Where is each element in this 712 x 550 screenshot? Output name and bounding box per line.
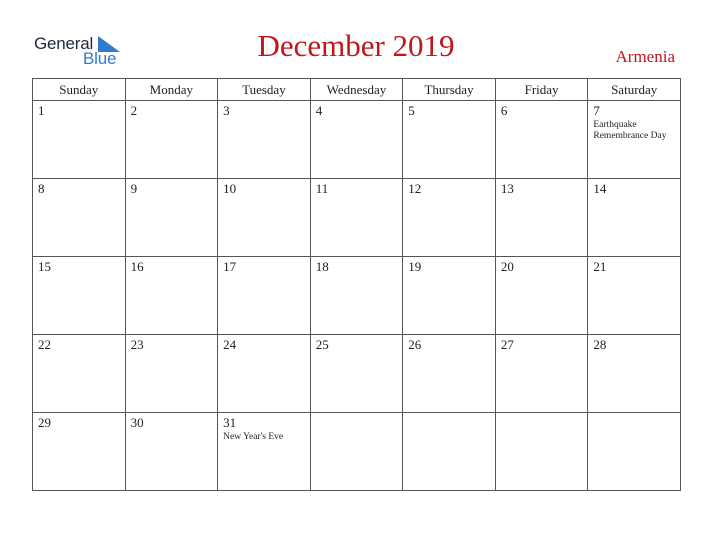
day-number: 24 <box>223 337 237 352</box>
day-number: 27 <box>500 337 514 352</box>
day-cell <box>403 179 496 257</box>
day-cell-content <box>496 101 588 118</box>
day-cell <box>588 179 681 257</box>
day-number: 31 <box>223 415 237 430</box>
day-cell <box>403 335 496 413</box>
day-cell <box>125 101 218 179</box>
holiday-label: New Year's Eve <box>223 432 284 442</box>
weekday-wednesday: Wednesday <box>310 79 403 101</box>
day-number: 7 <box>593 103 600 118</box>
day-cell-content <box>33 179 125 196</box>
weekday-friday: Friday <box>495 79 588 101</box>
day-cell <box>218 335 311 413</box>
day-number: 9 <box>130 181 138 196</box>
brand-word-blue: Blue <box>83 49 117 68</box>
day-number: 26 <box>408 337 422 352</box>
day-cell <box>125 179 218 257</box>
day-number: 16 <box>130 259 144 274</box>
day-cell-content <box>588 179 680 196</box>
day-cell <box>125 413 218 491</box>
day-cell-content <box>126 413 218 430</box>
day-number: 8 <box>38 181 45 196</box>
day-number: 17 <box>223 259 237 274</box>
calendar-title: December 2019 <box>257 28 455 63</box>
day-cell-content <box>33 257 125 274</box>
day-number: 3 <box>223 103 230 118</box>
day-number: 25 <box>315 337 329 352</box>
day-cell <box>588 101 681 179</box>
day-cell <box>218 257 311 335</box>
day-cell-content <box>311 257 403 274</box>
country-label: Armenia <box>615 47 675 66</box>
day-cell <box>310 257 403 335</box>
day-cell <box>495 257 588 335</box>
day-cell <box>125 335 218 413</box>
day-cell-content <box>218 413 310 443</box>
weekday-sunday: Sunday <box>33 79 126 101</box>
day-cell-content <box>403 101 495 118</box>
empty-day-cell <box>588 413 681 491</box>
day-cell-content <box>218 101 310 118</box>
day-number: 20 <box>500 259 514 274</box>
day-number: 6 <box>500 103 508 118</box>
day-cell-content <box>33 413 125 430</box>
day-cell-content <box>496 179 588 196</box>
day-cell-content <box>588 413 680 415</box>
day-cell-content <box>218 335 310 352</box>
day-number: 14 <box>593 181 607 196</box>
day-number: 21 <box>593 259 607 274</box>
weekday-header-row <box>33 79 681 101</box>
day-cell <box>33 101 126 179</box>
day-cell-content <box>496 257 588 274</box>
day-number: 5 <box>408 103 415 118</box>
day-cell-content <box>311 179 403 196</box>
day-cell-content <box>311 101 403 118</box>
day-cell-content <box>218 257 310 274</box>
weekday-saturday: Saturday <box>588 79 681 101</box>
day-number: 22 <box>38 337 51 352</box>
day-cell-content <box>588 257 680 274</box>
calendar-grid <box>32 78 681 491</box>
day-cell-content <box>311 335 403 352</box>
day-cell-content <box>218 179 310 196</box>
day-cell-content <box>496 335 588 352</box>
weekday-monday: Monday <box>125 79 218 101</box>
day-cell <box>588 257 681 335</box>
day-number: 19 <box>408 259 422 274</box>
day-number: 28 <box>593 337 607 352</box>
day-number: 29 <box>38 415 51 430</box>
brand-word-general: General <box>34 34 94 53</box>
day-number: 13 <box>500 181 514 196</box>
day-cell <box>310 101 403 179</box>
day-cell-content <box>403 335 495 352</box>
day-cell-content <box>126 179 218 196</box>
day-cell-content <box>403 413 495 415</box>
day-cell-content <box>126 335 218 352</box>
day-number: 30 <box>130 415 144 430</box>
empty-day-cell <box>495 413 588 491</box>
day-number: 15 <box>38 259 51 274</box>
day-number: 10 <box>223 181 237 196</box>
day-cell <box>33 179 126 257</box>
empty-day-cell <box>310 413 403 491</box>
day-cell <box>403 257 496 335</box>
day-cell <box>588 335 681 413</box>
day-cell-content <box>588 335 680 352</box>
day-cell <box>495 179 588 257</box>
week-row <box>33 335 681 413</box>
day-cell <box>310 335 403 413</box>
weekday-thursday: Thursday <box>403 79 496 101</box>
week-row <box>33 413 681 491</box>
day-cell-content <box>403 257 495 274</box>
day-cell <box>403 101 496 179</box>
day-cell <box>310 179 403 257</box>
day-cell <box>218 101 311 179</box>
day-number: 2 <box>130 103 138 118</box>
week-row <box>33 257 681 335</box>
holiday-label: Earthquake Remembrance Day <box>593 120 667 141</box>
day-cell-content <box>126 257 218 274</box>
day-cell <box>218 179 311 257</box>
day-cell-content <box>588 101 680 142</box>
day-cell <box>33 335 126 413</box>
day-number: 1 <box>38 103 45 118</box>
day-number: 18 <box>315 259 329 274</box>
week-row <box>33 101 681 179</box>
empty-day-cell <box>403 413 496 491</box>
day-cell-content <box>311 413 403 415</box>
weekday-tuesday: Tuesday <box>218 79 311 101</box>
week-row <box>33 179 681 257</box>
day-cell-content <box>33 335 125 352</box>
day-cell <box>33 257 126 335</box>
day-cell-content <box>33 101 125 118</box>
day-number: 4 <box>315 103 323 118</box>
day-cell-content <box>496 413 588 415</box>
day-number: 23 <box>130 337 144 352</box>
day-cell <box>218 413 311 491</box>
day-cell-content <box>126 101 218 118</box>
day-number: 12 <box>408 181 422 196</box>
day-cell <box>125 257 218 335</box>
day-cell <box>495 335 588 413</box>
day-number: 11 <box>315 181 329 196</box>
day-cell <box>495 101 588 179</box>
day-cell <box>33 413 126 491</box>
day-cell-content <box>403 179 495 196</box>
